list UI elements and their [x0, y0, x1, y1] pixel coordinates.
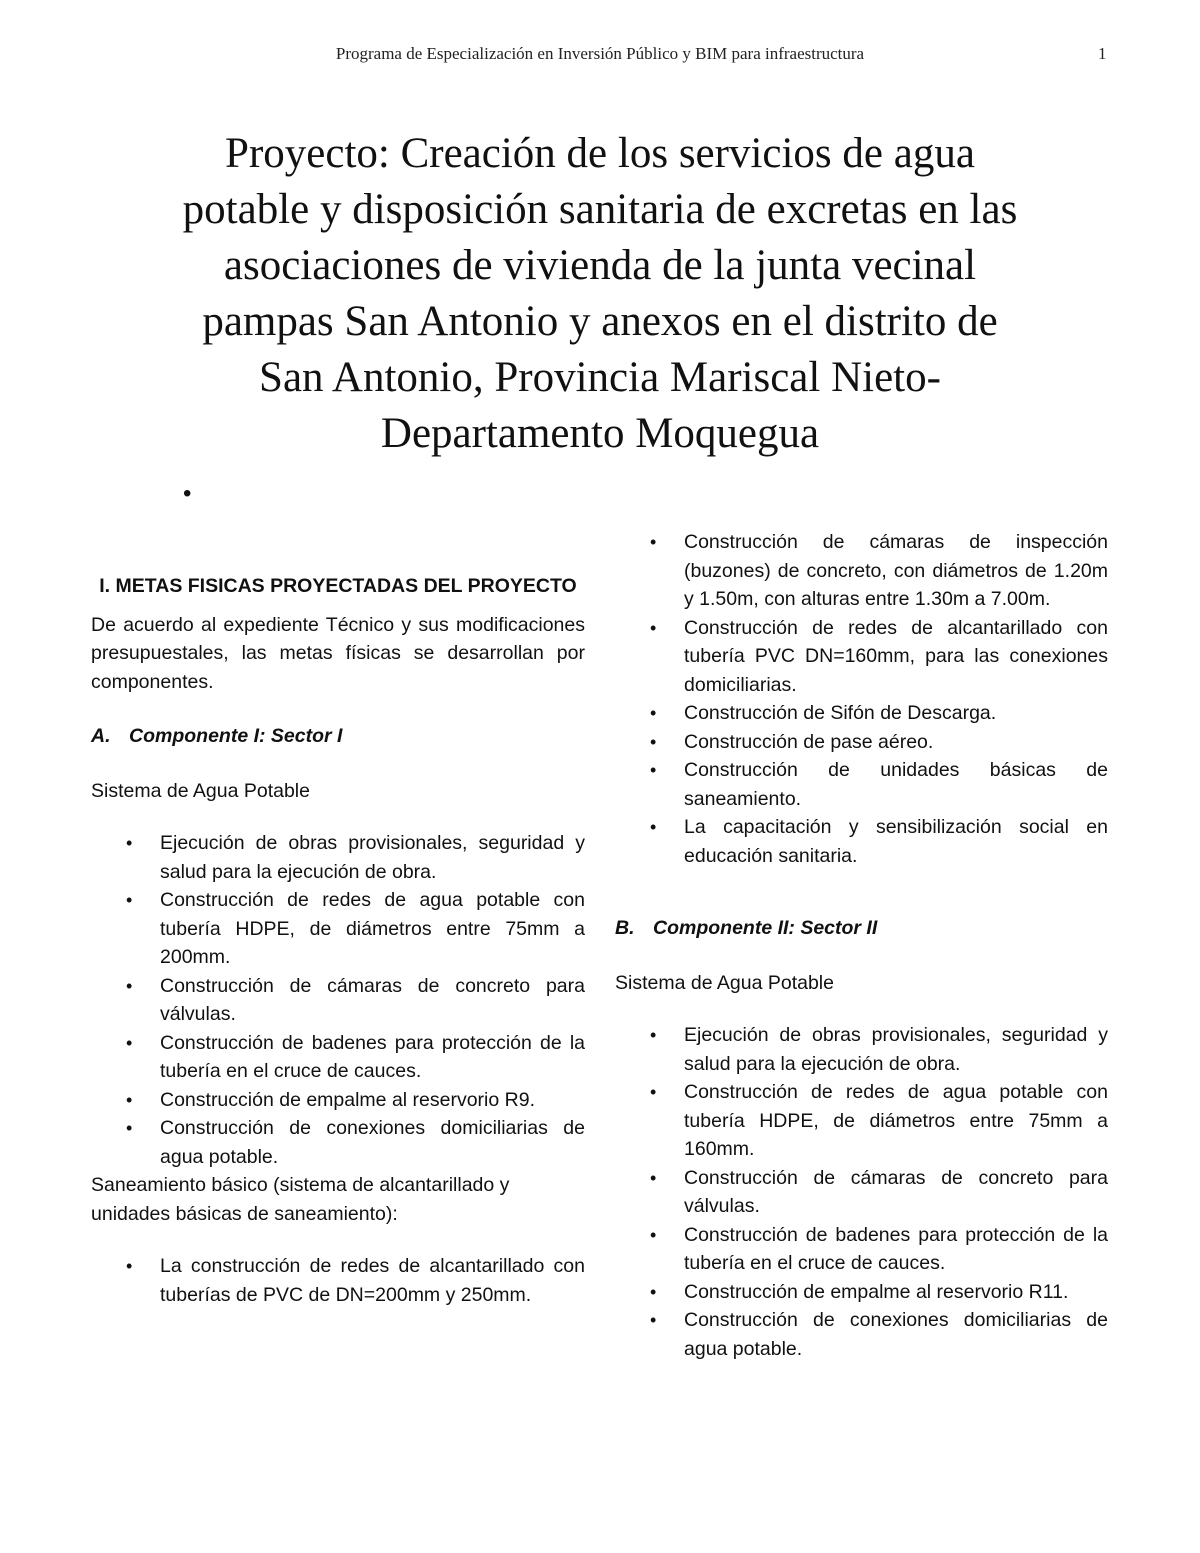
list-item-text: Construcción de Sifón de Descarga.: [684, 702, 997, 724]
list-item-text: La capacitación y sensibilización social en educación sanitaria.: [684, 816, 1108, 867]
bullet-icon: •: [126, 890, 133, 910]
list-item-text: Construcción de conexiones domiciliarias de agua potable.: [160, 1117, 585, 1168]
list-item: [91, 1252, 585, 1309]
bullet-icon: •: [650, 731, 657, 752]
bullet-icon: •: [650, 703, 657, 723]
title-line: asociaciones de vivienda de la junta vecinal: [223, 242, 977, 289]
bullet-icon: •: [650, 1167, 657, 1188]
bullet-icon: •: [650, 532, 657, 552]
bullet-icon: •: [650, 617, 657, 638]
list-item-text: Construcción de empalme al reservorio R9.: [160, 1088, 535, 1111]
water-items-list-b: [615, 1021, 1108, 1363]
list-item-text: Construcción de redes de agua potable con tubería HDPE, de diámetros entre 75mm a 200mm.: [160, 889, 585, 968]
list-item: [615, 1221, 1108, 1278]
sanitation-items-list-left: [91, 1252, 585, 1309]
list-item: [615, 614, 1108, 700]
list-item: [91, 972, 585, 1029]
component-title: Componente I: Sector I: [129, 725, 343, 747]
empty-bullet: •: [183, 480, 192, 507]
bullet-icon: •: [650, 760, 657, 780]
title-line: potable y disposición sanitaria de excretas en las: [182, 186, 1018, 233]
bullet-icon: •: [650, 1082, 657, 1102]
running-header: Programa de Especialización en Inversión Público y BIM para infraestructura: [335, 44, 865, 63]
component-letter: B.: [615, 917, 635, 939]
list-item-text: Construcción de pase aéreo.: [684, 730, 934, 753]
list-item: [615, 528, 1108, 614]
list-item: [615, 813, 1108, 870]
water-system-title: Sistema de Agua Potable: [91, 779, 310, 802]
component-title: Componente II: Sector II: [653, 917, 878, 939]
right-column: [615, 528, 1108, 1363]
list-item: [615, 1164, 1108, 1221]
list-item: [91, 1086, 585, 1115]
section-heading: I. METAS FISICAS PROYECTADAS DEL PROYECTO: [99, 575, 577, 597]
bullet-icon: •: [126, 1256, 133, 1276]
sanitation-title: Saneamiento básico (sistema de alcantarillado y unidades básicas de saneamiento):: [91, 1174, 510, 1225]
list-item-text: Construcción de cámaras de concreto para válvulas.: [160, 974, 585, 1025]
title-line: pampas San Antonio y anexos en el distrito de: [202, 298, 998, 345]
bullet-icon: •: [650, 1224, 657, 1245]
list-item-text: Ejecución de obras provisionales, seguridad y salud para la ejecución de obra.: [160, 832, 585, 883]
component-letter: A.: [91, 725, 111, 747]
list-item: [91, 886, 585, 972]
list-item-text: Construcción de cámaras de inspección (buzones) de concreto, con diámetros de 1.20m y 1.50m, con alturas entre 1.30m a 7.00m.: [684, 531, 1108, 610]
page-number: 1: [1098, 44, 1107, 63]
bullet-icon: •: [126, 1089, 133, 1110]
bullet-icon: •: [126, 1118, 133, 1138]
bullet-icon: •: [126, 833, 133, 853]
list-item: [615, 728, 1108, 757]
list-item-text: Construcción de conexiones domiciliarias de agua potable.: [684, 1309, 1108, 1360]
document-title: [120, 126, 1080, 462]
component-b-heading: [615, 914, 1108, 943]
list-item-text: Construcción de unidades básicas de saneamiento.: [684, 759, 1108, 810]
bullet-icon: •: [650, 817, 657, 837]
title-line: Proyecto: Creación de los servicios de agua: [225, 130, 975, 177]
bullet-icon: •: [650, 1310, 657, 1330]
list-item-text: Construcción de badenes para protección de la tubería en el cruce de cauces.: [684, 1223, 1108, 1274]
component-a-heading: [91, 722, 585, 751]
bullet-icon: •: [650, 1281, 657, 1302]
list-item: [615, 1278, 1108, 1307]
list-item: [615, 699, 1108, 728]
list-item-text: Construcción de badenes para protección de la tubería en el cruce de cauces.: [160, 1031, 585, 1082]
title-line: San Antonio, Provincia Mariscal Nieto-: [259, 354, 941, 401]
list-item-text: Construcción de cámaras de concreto para válvulas.: [684, 1166, 1108, 1217]
list-item: [91, 829, 585, 886]
bullet-icon: •: [650, 1025, 657, 1045]
water-items-list: [91, 829, 585, 1171]
list-item-text: Construcción de redes de agua potable con tubería HDPE, de diámetros entre 75mm a 160mm.: [684, 1081, 1108, 1160]
list-item: [615, 1021, 1108, 1078]
left-column: [91, 528, 585, 1309]
title-line: Departamento Moquegua: [380, 410, 820, 457]
bullet-icon: •: [126, 975, 133, 996]
list-item-text: Construcción de empalme al reservorio R11.: [684, 1280, 1069, 1303]
list-item-text: Construcción de redes de alcantarillado con tubería PVC DN=160mm, para las conexiones domiciliarias.: [684, 616, 1108, 696]
list-item: [91, 1029, 585, 1086]
list-item-text: La construcción de redes de alcantarillado con tuberías de PVC de DN=200mm y 250mm.: [160, 1255, 585, 1306]
list-item: [615, 1078, 1108, 1164]
list-item: [91, 1114, 585, 1171]
list-item-text: Ejecución de obras provisionales, seguridad y salud para la ejecución de obra.: [684, 1024, 1108, 1075]
list-item: [615, 1306, 1108, 1363]
water-system-title: Sistema de Agua Potable: [615, 971, 834, 994]
section-intro: De acuerdo al expediente Técnico y sus modificaciones presupuestales, las metas físicas se desarrollan por componentes.: [91, 613, 585, 693]
bullet-icon: •: [126, 1032, 133, 1053]
sanitation-items-list-right: [615, 528, 1108, 870]
list-item: [615, 756, 1108, 813]
